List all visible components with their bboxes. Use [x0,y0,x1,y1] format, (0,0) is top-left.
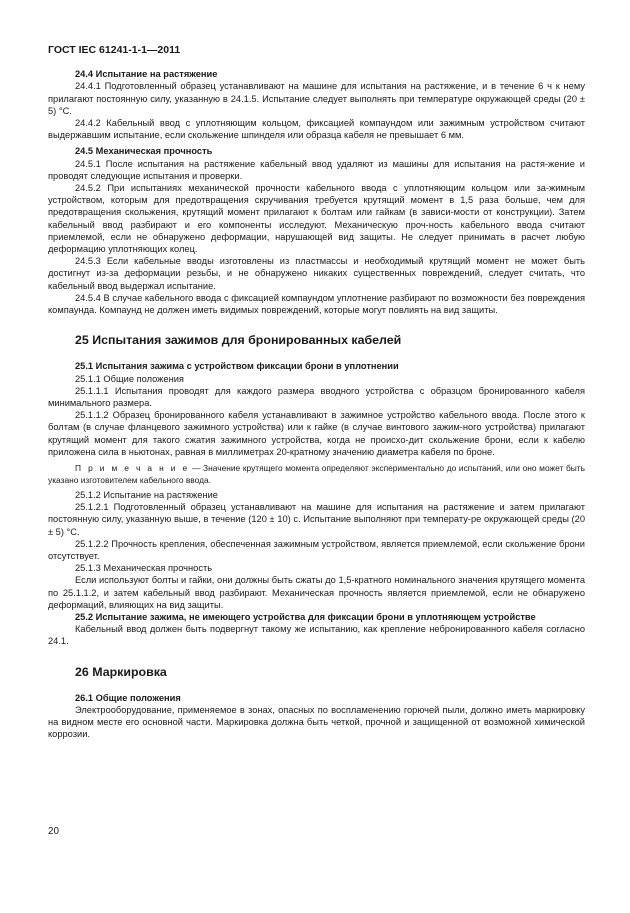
note-label: П р и м е ч а н и е [75,463,190,474]
note [48,463,585,486]
para-25-1-2-2: 25.1.2.2 Прочность крепления, обеспеченная зажимным устройством, является приемлемой, если скольжение брони отсутствует. [48,538,585,561]
section-25-1-title: 25.1 Испытания зажима с устройством фиксации брони в уплотнении [75,361,399,372]
section-25-2-title: 25.2 Испытание зажима, не имеющего устройства для фиксации брони в уплотняющем устройстве [75,611,536,622]
para-25-1-2-1: 25.1.2.1 Подготовленный образец устанавливают на машине для испытания на растяжение и затем прилагают постоянную силу, указанную выше, в течение (120 ± 10) с. Испытание выполняют при температу-ре окружающей среды (20 ± 5) °С. [48,502,585,537]
section-25-title: 25 Испытания зажимов для бронированных кабелей [75,333,402,348]
section-24-4-title: 24.4 Испытание на растяжение [75,69,218,80]
para-24-4-2: 24.4.2 Кабельный ввод с уплотняющим кольцом, фиксацией компаундом или зажимным устройством считают выдержавшим испытание, если скольжение шпинделя или образца кабеля не превышает 6 мм. [48,118,585,141]
section-26-title: 26 Маркировка [75,664,167,679]
para-26-1: Электрооборудование, применяемое в зонах, опасных по воспламенению горючей пыли, должно иметь маркировку на видном месте его основной части. Маркировка должна быть четкой, прочной и защищенной от возможной химической коррозии. [48,704,585,740]
para-24-5-4: 24.5.4 В случае кабельного ввода с фиксацией компаундом уплотнение разбирают по возможности без повреждения компаунда. Компаунд не должен иметь видимых повреждений, которые могут повлиять на вид защиты. [48,292,585,316]
para-25-1-1-1: 25.1.1.1 Испытания проводят для каждого размера вводного устройства с образцом бронированного кабеля минимального размера. [48,385,585,409]
page-number: 20 [48,826,59,837]
document-header: ГОСТ IEC 61241-1-1—2011 [48,44,181,56]
para-24-4-1: 24.4.1 Подготовленный образец устанавливают на машине для испытания на растяжение, и в течение 6 ч к нему прилагают постоянную силу, указанную в 24.1.5. Испытание следует выполнять при температуре окружающей среды (20 ± 5) °С. [48,81,585,116]
subsection-25-1-2: 25.1.2 Испытание на растяжение [75,489,218,500]
para-24-5-2: 24.5.2 При испытаниях механической прочности кабельного ввода с уплотняющим кольцом или за-жимным устройством, которым для предотвращения скручивания требуется крутящий момент в 1,5 раза больше, чем для предотвращения скольжения, крутящий момент прилагают к болтам или гайкам (в зависи-мости от конструкции). Затем кабельный ввод разбирают и его компоненты исследуют. Механическую проч-ность кабельного ввода считают приемлемой, если не обнаружено деформации, нарушающей вид защиты. Не следует принимать в расчет любую деформацию уплотняющих колец. [48,183,585,255]
page-body [48,44,585,741]
note-text: — Значение крутящего момента определяют экспериментально до испытаний, или оно может быть указано изготовителем кабельного ввода. [48,463,585,485]
para-24-5-3: 24.5.3 Если кабельные вводы изготовлены из пластмассы и необходимый крутящий момент не может быть достигнут из-за деформации резьбы, и не обнаружено никаких существенных повреждений, следует считать, что кабельный ввод выдержал испытание. [48,256,585,291]
subsection-25-1-1: 25.1.1 Общие положения [75,373,184,384]
section-26-1-title: 26.1 Общие положения [75,692,181,703]
section-24-5-title: 24.5 Механическая прочность [75,146,213,157]
para-25-1-1-2: 25.1.1.2 Образец бронированного кабеля устанавливают в зажимное устройство кабельного ввода. После этого к болтам (в случае фланцевого зажимного устройства) или к гайке (в случае винтового зажим-ного устройства) прилагают крутящий момент для такого сжатия зажимного устройства, когда не происхо-дит скольжение брони, если к кабелю приложена сила в ньютонах, равная в миллиметрах 20-кратному значению диаметра кабеля по броне. [48,410,585,457]
para-25-2: Кабельный ввод должен быть подвергнут такому же испытанию, как крепление небронированного кабеля согласно 24.1. [48,624,585,647]
para-25-1-3: Если используют болты и гайки, они должны быть сжаты до 1,5-кратного номинального значения крутящего момента по 25.1.1.2, и затем кабельный ввод разбирают. Механическая прочность является приемлемой, если не обнаружено деформаций, влияющих на вид защиты. [48,575,585,610]
subsection-25-1-3: 25.1.3 Механическая прочность [75,563,213,574]
para-24-5-1: 24.5.1 После испытания на растяжение кабельный ввод удаляют из машины для испытания на растя-жение и проводят следующие испытания и проверки. [48,158,585,181]
